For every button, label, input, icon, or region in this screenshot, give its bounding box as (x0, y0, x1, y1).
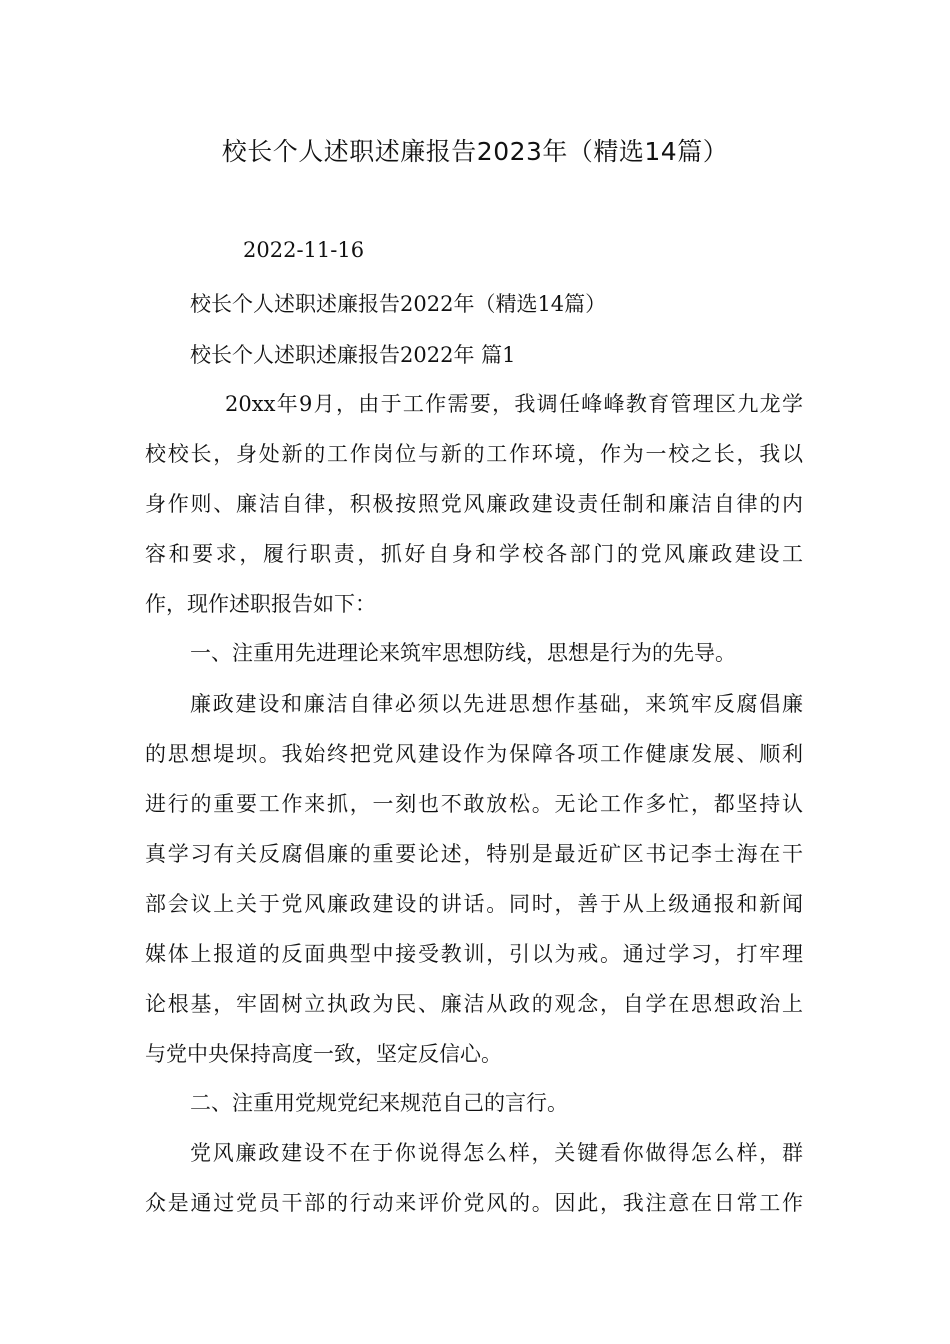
paragraph-line: 作，现作述职报告如下： (145, 592, 376, 616)
document-date: 2022-11-16 (243, 238, 365, 262)
paragraph-line: 真学习有关反腐倡廉的重要论述，特别是最近矿区书记李士海在干 (145, 842, 803, 866)
paragraph-line: 容和要求，履行职责，抓好自身和学校各部门的党风廉政建设工 (145, 542, 803, 566)
paragraph-line: 20xx年9月，由于工作需要，我调任峰峰教育管理区九龙学 (225, 392, 803, 416)
document-title: 校长个人述职述廉报告2023年（精选14篇） (221, 137, 729, 166)
paragraph-line: 进行的重要工作来抓，一刻也不敢放松。无论工作多忙，都坚持认 (145, 792, 803, 816)
paragraph-line: 党风廉政建设不在于你说得怎么样，关键看你做得怎么样，群 (190, 1141, 803, 1165)
section-heading: 校长个人述职述廉报告2022年 篇1 (190, 343, 516, 367)
paragraph-line: 众是通过党员干部的行动来评价党风的。因此，我注意在日常工作 (145, 1191, 803, 1215)
document-subtitle: 校长个人述职述廉报告2022年（精选14篇） (190, 292, 607, 316)
paragraph-line: 论根基，牢固树立执政为民、廉洁从政的观念，自学在思想政治上 (145, 992, 803, 1016)
paragraph-line: 校校长，身处新的工作岗位与新的工作环境，作为一校之长，我以 (145, 442, 803, 466)
paragraph-line: 与党中央保持高度一致，坚定反信心。 (145, 1042, 502, 1066)
section-subheading: 二、注重用党规党纪来规范自己的言行。 (190, 1091, 568, 1115)
paragraph-line: 的思想堤坝。我始终把党风建设作为保障各项工作健康发展、顺利 (145, 742, 803, 766)
section-subheading: 一、注重用先进理论来筑牢思想防线，思想是行为的先导。 (190, 641, 736, 665)
paragraph-line: 身作则、廉洁自律，积极按照党风廉政建设责任制和廉洁自律的内 (145, 492, 803, 516)
paragraph-line: 廉政建设和廉洁自律必须以先进思想作基础，来筑牢反腐倡廉 (190, 692, 803, 716)
paragraph-line: 部会议上关于党风廉政建设的讲话。同时，善于从上级通报和新闻 (145, 892, 803, 916)
paragraph-line: 媒体上报道的反面典型中接受教训，引以为戒。通过学习，打牢理 (145, 942, 803, 966)
